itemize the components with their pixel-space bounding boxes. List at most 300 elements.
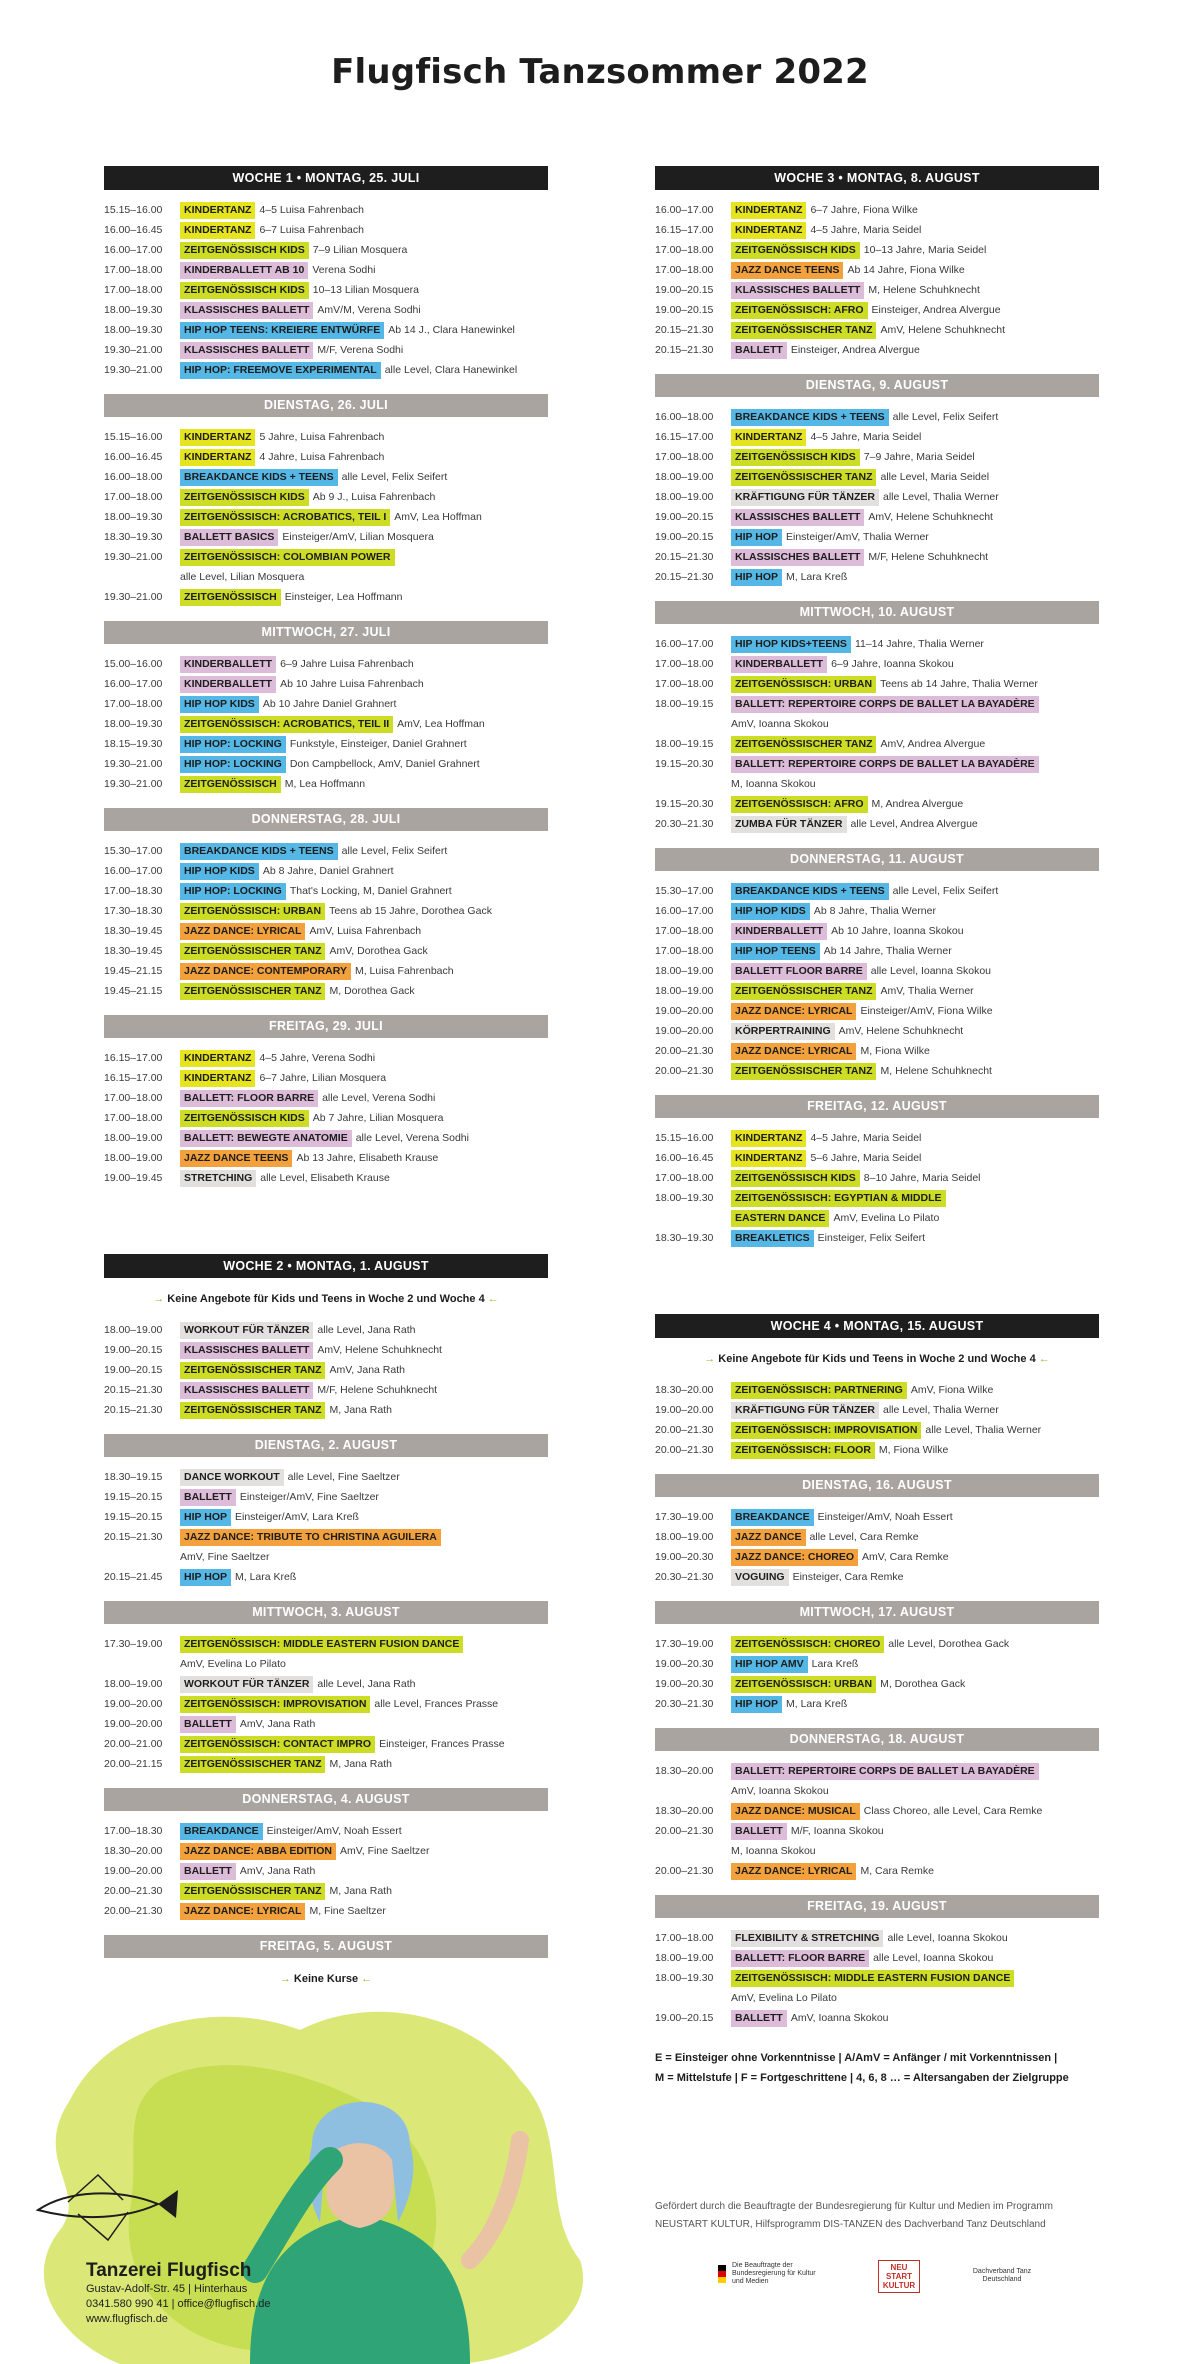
- class-tag: BALLETT: [180, 1489, 236, 1506]
- class-info: [731, 941, 952, 961]
- class-row: [655, 734, 1099, 754]
- class-info: [180, 881, 452, 901]
- class-tag: ZEITGENÖSSISCH: CONTACT IMPRO: [180, 1736, 375, 1753]
- day-section: [104, 621, 548, 794]
- class-detail-continued: M, Ioanna Skokou: [731, 1845, 816, 1857]
- class-info: [731, 1021, 963, 1041]
- class-row: [104, 1881, 548, 1901]
- class-tag: BALLETT BASICS: [180, 529, 278, 546]
- class-detail: AmV, Luisa Fahrenbach: [309, 925, 422, 938]
- class-info: [731, 1567, 903, 1587]
- class-detail: alle Level, Maria Seidel: [880, 471, 990, 484]
- note-text: Keine Angebote für Kids und Teens in Woche 2 und Woche 4: [167, 1293, 485, 1305]
- class-detail: Einsteiger, Felix Seifert: [817, 1232, 926, 1245]
- class-detail: M/F, Ioanna Skokou: [790, 1825, 884, 1838]
- class-detail-continued: AmV, Ioanna Skokou: [731, 1785, 829, 1797]
- class-tag: HIP HOP TEENS: [731, 943, 820, 960]
- funding-note: [655, 2198, 1125, 2234]
- class-row: [104, 200, 548, 220]
- class-info: [731, 447, 975, 467]
- class-info: [180, 1881, 392, 1901]
- class-info: [180, 1168, 390, 1188]
- class-tag: HIP HOP AMV: [731, 1656, 808, 1673]
- class-detail: M, Dorothea Gack: [329, 985, 415, 998]
- class-time: 17.00–18.00: [655, 244, 714, 256]
- class-detail-continued: alle Level, Lilian Mosquera: [180, 571, 305, 583]
- class-info: [731, 1420, 1041, 1440]
- class-detail: M/F, Verena Sodhi: [317, 344, 404, 357]
- class-row: [655, 881, 1099, 901]
- class-info: [731, 1188, 946, 1208]
- class-row: [655, 1507, 1099, 1527]
- class-row: [655, 260, 1099, 280]
- class-info: [180, 240, 407, 260]
- class-time: 19.00–20.00: [655, 1404, 714, 1416]
- class-time: 18.00–19.00: [104, 1324, 163, 1336]
- class-tag: KRÄFTIGUNG FÜR TÄNZER: [731, 1402, 879, 1419]
- class-time: 18.00–19.00: [655, 965, 714, 977]
- class-row: [104, 1694, 548, 1714]
- class-detail: M, Lara Kreß: [785, 571, 848, 584]
- class-time: 20.00–21.00: [104, 1738, 163, 1750]
- day-header: DIENSTAG, 9. AUGUST: [655, 374, 1099, 397]
- class-info: [180, 1360, 405, 1380]
- class-time: 17.00–18.00: [104, 491, 163, 503]
- class-detail: AmV, Jana Rath: [329, 1364, 405, 1377]
- class-info: [180, 734, 467, 754]
- legend-line-1: E = Einsteiger ohne Vorkenntnisse | A/AmV = Anfänger / mit Vorkenntnissen |: [655, 2052, 1058, 2064]
- class-tag: KINDERBALLETT: [180, 676, 276, 693]
- arrow-right-icon: →: [704, 1353, 719, 1365]
- week-section: [655, 166, 1099, 360]
- class-row: [655, 1021, 1099, 1041]
- class-row: [104, 1821, 548, 1841]
- class-time: 16.00–17.00: [655, 638, 714, 650]
- class-time: 15.15–16.00: [104, 204, 163, 216]
- class-detail: 10–13 Lilian Mosquera: [312, 284, 420, 297]
- class-detail: M, Fiona Wilke: [860, 1045, 930, 1058]
- class-time: 18.00–19.00: [655, 985, 714, 997]
- class-time: 18.00–19.30: [655, 1972, 714, 1984]
- day-header: FREITAG, 5. AUGUST: [104, 1935, 548, 1958]
- class-row: [655, 340, 1099, 360]
- class-time: 18.30–20.00: [655, 1805, 714, 1817]
- class-row: [655, 1001, 1099, 1021]
- class-row: [655, 487, 1099, 507]
- class-row: [655, 921, 1099, 941]
- class-tag: HIP HOP KIDS: [180, 696, 259, 713]
- class-row: [655, 1567, 1099, 1587]
- class-time: 18.30–19.15: [104, 1471, 163, 1483]
- class-tag: ZEITGENÖSSISCH: FLOOR: [731, 1442, 875, 1459]
- class-row: [104, 1507, 548, 1527]
- class-info: [731, 981, 974, 1001]
- dachverband-logo: [962, 2268, 1042, 2284]
- class-row: [104, 300, 548, 320]
- class-row: [655, 901, 1099, 921]
- class-time: 19.00–20.15: [655, 2012, 714, 2024]
- class-row: [655, 1968, 1099, 1988]
- class-row: [655, 794, 1099, 814]
- class-row: [655, 1634, 1099, 1654]
- class-info: [731, 200, 918, 220]
- class-detail: alle Level, Felix Seifert: [892, 885, 999, 898]
- class-tag: HIP HOP: LOCKING: [180, 883, 286, 900]
- class-detail: alle Level, Felix Seifert: [341, 471, 448, 484]
- day-section: [104, 394, 548, 607]
- class-time: 16.00–18.00: [655, 411, 714, 423]
- class-info: [731, 634, 984, 654]
- class-detail: Einsteiger/AmV, Thalia Werner: [785, 531, 929, 544]
- class-info: [180, 507, 482, 527]
- class-time: 15.30–17.00: [104, 845, 163, 857]
- class-row: [104, 280, 548, 300]
- class-info: [731, 1801, 1042, 1821]
- class-time: 20.15–21.30: [104, 1384, 163, 1396]
- class-detail: M, Helene Schuhknecht: [868, 284, 980, 297]
- class-time: 18.00–19.00: [104, 1678, 163, 1690]
- class-detail: Einsteiger, Andrea Alvergue: [790, 344, 920, 357]
- class-info: [180, 200, 364, 220]
- class-detail: 4–5 Jahre, Maria Seidel: [810, 431, 922, 444]
- class-row: [104, 1108, 548, 1128]
- day-header: MITTWOCH, 17. AUGUST: [655, 1601, 1099, 1624]
- class-tag: STRETCHING: [180, 1170, 256, 1187]
- class-tag: ZEITGENÖSSISCH: [180, 589, 281, 606]
- class-row: [104, 961, 548, 981]
- class-detail: Einsteiger/AmV, Lilian Mosquera: [282, 531, 434, 544]
- class-info: [180, 360, 517, 380]
- class-info: [731, 1861, 934, 1881]
- day-header: DIENSTAG, 16. AUGUST: [655, 1474, 1099, 1497]
- class-detail: 7–9 Jahre, Maria Seidel: [863, 451, 975, 464]
- class-info: [180, 654, 414, 674]
- class-detail: Funkstyle, Einsteiger, Daniel Grahnert: [289, 738, 467, 751]
- class-time: 18.00–19.15: [655, 698, 714, 710]
- class-info: [180, 861, 394, 881]
- class-time: 19.45–21.15: [104, 985, 163, 997]
- class-detail: 4–5 Jahre, Maria Seidel: [810, 224, 922, 237]
- class-row: [104, 941, 548, 961]
- class-tag: ZEITGENÖSSISCH: ACROBATICS, TEIL I: [180, 509, 390, 526]
- class-row: [655, 694, 1099, 714]
- class-time: 16.00–17.00: [104, 244, 163, 256]
- class-detail-continued: AmV, Evelina Lo Pilato: [180, 1658, 286, 1670]
- day-header: FREITAG, 19. AUGUST: [655, 1895, 1099, 1918]
- arrow-left-icon: ←: [1035, 1353, 1050, 1365]
- class-tag: ZEITGENÖSSISCH KIDS: [731, 449, 860, 466]
- class-tag: ZEITGENÖSSISCH: PARTNERING: [731, 1382, 907, 1399]
- class-detail: M, Cara Remke: [860, 1865, 934, 1878]
- class-time: 18.15–19.30: [104, 738, 163, 750]
- class-row: [655, 1420, 1099, 1440]
- class-row: [655, 1061, 1099, 1081]
- class-info: [180, 300, 421, 320]
- class-info: [731, 1061, 992, 1081]
- class-info: [731, 467, 989, 487]
- class-row: [104, 694, 548, 714]
- class-tag: ZEITGENÖSSISCH KIDS: [180, 489, 309, 506]
- class-row: [655, 1821, 1099, 1841]
- class-time: 18.00–19.30: [655, 1192, 714, 1204]
- class-tag: JAZZ DANCE: LYRICAL: [180, 923, 305, 940]
- class-row: [655, 1801, 1099, 1821]
- class-detail: alle Level, Thalia Werner: [925, 1424, 1042, 1437]
- class-row: [104, 774, 548, 794]
- class-row: [655, 1188, 1099, 1208]
- schedule-column-right: [655, 166, 1099, 2042]
- class-row: [104, 587, 548, 607]
- class-detail: Einsteiger/AmV, Lara Kreß: [234, 1511, 359, 1524]
- class-time: 19.30–21.00: [104, 364, 163, 376]
- class-tag: BALLETT: [180, 1716, 236, 1733]
- class-row: [655, 467, 1099, 487]
- class-detail: AmV, Fiona Wilke: [910, 1384, 994, 1397]
- class-time: 15.15–16.00: [104, 431, 163, 443]
- class-time: 18.00–19.30: [104, 324, 163, 336]
- class-detail: M, Jana Rath: [329, 1885, 392, 1898]
- class-time: 20.15–21.30: [104, 1531, 163, 1543]
- class-info: [731, 1948, 993, 1968]
- class-detail: Ab 14 Jahre, Fiona Wilke: [847, 264, 965, 277]
- class-row: [104, 1487, 548, 1507]
- class-row: [104, 1148, 548, 1168]
- class-time: 19.00–20.00: [104, 1865, 163, 1877]
- class-time: 17.00–18.30: [104, 1825, 163, 1837]
- class-detail: alle Level, Frances Prasse: [374, 1698, 499, 1711]
- class-time: 16.15–17.00: [104, 1052, 163, 1064]
- class-info: [731, 1148, 921, 1168]
- class-detail: M, Helene Schuhknecht: [880, 1065, 992, 1078]
- class-detail: M, Andrea Alvergue: [871, 798, 964, 811]
- class-row: [104, 1400, 548, 1420]
- class-tag: ZEITGENÖSSISCH: MIDDLE EASTERN FUSION DANCE: [731, 1970, 1014, 1987]
- class-info: [731, 340, 920, 360]
- class-detail-continued: M, Ioanna Skokou: [731, 778, 816, 790]
- class-info: [180, 427, 384, 447]
- class-detail: 7–9 Lilian Mosquera: [312, 244, 408, 257]
- class-row: [104, 1901, 548, 1921]
- class-row: [104, 320, 548, 340]
- class-detail-continued: AmV, Ioanna Skokou: [731, 718, 829, 730]
- week-header: WOCHE 3 • MONTAG, 8. AUGUST: [655, 166, 1099, 190]
- week-spacer: [104, 1202, 548, 1254]
- class-time: 19.15–20.30: [655, 798, 714, 810]
- class-info: [180, 841, 447, 861]
- class-tag: WORKOUT FÜR TÄNZER: [180, 1322, 313, 1339]
- class-time: 19.00–20.15: [655, 511, 714, 523]
- class-time: 19.00–20.00: [655, 1025, 714, 1037]
- class-tag: JAZZ DANCE: CONTEMPORARY: [180, 963, 351, 980]
- class-row: [655, 407, 1099, 427]
- class-time: 17.00–18.00: [655, 925, 714, 937]
- neustart-logo-text: NEU START KULTUR: [882, 2263, 916, 2290]
- class-row: [655, 1761, 1099, 1781]
- class-tag: KINDERTANZ: [180, 1070, 255, 1087]
- class-time: 20.30–21.30: [655, 818, 714, 830]
- legend-line-2: M = Mittelstufe | F = Fortgeschrittene | 4, 6, 8 … = Altersangaben der Zielgruppe: [655, 2072, 1069, 2084]
- class-row: [104, 220, 548, 240]
- class-row: [104, 901, 548, 921]
- class-row: [104, 260, 548, 280]
- class-info: [180, 1148, 438, 1168]
- class-tag: ZEITGENÖSSISCHER TANZ: [731, 469, 876, 486]
- class-detail: 4–5 Jahre, Verena Sodhi: [259, 1052, 376, 1065]
- class-detail: alle Level, Ioanna Skokou: [887, 1932, 1008, 1945]
- class-time: 17.00–18.00: [655, 1932, 714, 1944]
- class-info: [731, 240, 986, 260]
- class-row: [655, 220, 1099, 240]
- class-info: [180, 447, 384, 467]
- class-row: [104, 447, 548, 467]
- class-info: [180, 260, 375, 280]
- class-info: [731, 260, 965, 280]
- day-section: [104, 808, 548, 1001]
- class-tag: ZEITGENÖSSISCH: AFRO: [731, 302, 868, 319]
- class-row: [655, 674, 1099, 694]
- class-row: [104, 360, 548, 380]
- class-time: 16.00–17.00: [104, 865, 163, 877]
- bkm-eagle-icon: [718, 2265, 726, 2283]
- class-detail: Einsteiger, Cara Remke: [792, 1571, 904, 1584]
- class-detail: That's Locking, M, Daniel Grahnert: [289, 885, 452, 898]
- class-tag: BALLETT: BEWEGTE ANATOMIE: [180, 1130, 352, 1147]
- class-tag: KLASSISCHES BALLETT: [731, 509, 864, 526]
- class-tag: ZEITGENÖSSISCH KIDS: [180, 282, 309, 299]
- class-time: 17.00–18.00: [655, 264, 714, 276]
- class-tag: BREAKDANCE KIDS + TEENS: [180, 843, 338, 860]
- class-detail: M, Jana Rath: [329, 1758, 392, 1771]
- class-tag: KRÄFTIGUNG FÜR TÄNZER: [731, 489, 879, 506]
- class-time: 18.30–20.00: [104, 1845, 163, 1857]
- class-time: 20.30–21.30: [655, 1698, 714, 1710]
- class-time: 15.15–16.00: [655, 1132, 714, 1144]
- class-row: [655, 527, 1099, 547]
- class-tag: KLASSISCHES BALLETT: [731, 549, 864, 566]
- class-tag: ZEITGENÖSSISCH: ACROBATICS, TEIL II: [180, 716, 393, 733]
- class-time: 16.00–16.45: [104, 224, 163, 236]
- class-time: 19.00–20.00: [655, 1005, 714, 1017]
- class-row: [104, 881, 548, 901]
- class-row: [104, 714, 548, 734]
- class-tag: JAZZ DANCE: ABBA EDITION: [180, 1843, 336, 1860]
- class-info: [180, 754, 480, 774]
- class-detail: Einsteiger/AmV, Noah Essert: [266, 1825, 402, 1838]
- class-detail: 4–5 Luisa Fahrenbach: [259, 204, 364, 217]
- day-section: [104, 1434, 548, 1587]
- class-row: [655, 1928, 1099, 1948]
- class-info: [731, 567, 847, 587]
- class-row: [104, 1360, 548, 1380]
- class-time: 18.30–19.30: [104, 531, 163, 543]
- class-info: [180, 694, 396, 714]
- class-time: 19.30–21.00: [104, 778, 163, 790]
- class-tag: KLASSISCHES BALLETT: [180, 342, 313, 359]
- class-detail: AmV, Helene Schuhknecht: [880, 324, 1006, 337]
- section-note: [104, 1288, 548, 1310]
- class-time: 17.30–19.00: [104, 1638, 163, 1650]
- class-row: [655, 654, 1099, 674]
- class-row: [655, 427, 1099, 447]
- class-tag: EASTERN DANCE: [731, 1210, 829, 1227]
- class-time: 20.30–21.30: [655, 1571, 714, 1583]
- class-detail: AmV, Andrea Alvergue: [880, 738, 986, 751]
- class-detail: M, Lara Kreß: [234, 1571, 297, 1584]
- class-row: [655, 961, 1099, 981]
- class-tag: JAZZ DANCE TEENS: [731, 262, 843, 279]
- class-row: [655, 1380, 1099, 1400]
- class-detail: Einsteiger, Frances Prasse: [379, 1738, 505, 1751]
- class-row: [655, 507, 1099, 527]
- class-time: 19.00–20.15: [655, 284, 714, 296]
- class-info: [731, 1928, 1008, 1948]
- class-tag: BALLETT: [731, 2010, 787, 2027]
- class-tag: ZUMBA FÜR TÄNZER: [731, 816, 847, 833]
- class-info: [180, 1068, 386, 1088]
- class-tag: HIP HOP: [731, 569, 782, 586]
- class-detail: Einsteiger/AmV, Fiona Wilke: [860, 1005, 993, 1018]
- class-time: 17.30–19.00: [655, 1511, 714, 1523]
- class-info: [180, 921, 421, 941]
- class-detail: alle Level, Clara Hanewinkel: [384, 364, 518, 377]
- class-info: [731, 507, 993, 527]
- class-tag: ZEITGENÖSSISCH: AFRO: [731, 796, 868, 813]
- dachverband-logo-text: Dachverband Tanz Deutschland: [972, 2268, 1032, 2283]
- class-detail: Ab 8 Jahre, Daniel Grahnert: [262, 865, 394, 878]
- studio-name: Tanzerei Flugfisch: [86, 2260, 252, 2281]
- class-tag: HIP HOP KIDS+TEENS: [731, 636, 851, 653]
- class-detail: AmV, Jana Rath: [239, 1865, 316, 1878]
- class-detail: alle Level, Jana Rath: [317, 1324, 416, 1337]
- class-time: 19.30–21.00: [104, 758, 163, 770]
- class-time: 16.00–17.00: [655, 204, 714, 216]
- day-section: [655, 1895, 1099, 2028]
- class-tag: KINDERTANZ: [180, 429, 255, 446]
- class-info: [180, 1861, 315, 1881]
- class-tag: ZEITGENÖSSISCHER TANZ: [180, 1402, 325, 1419]
- class-tag: JAZZ DANCE: LYRICAL: [731, 1043, 856, 1060]
- class-time: 16.00–17.00: [104, 678, 163, 690]
- class-time: 17.00–18.00: [104, 284, 163, 296]
- day-header: DONNERSTAG, 4. AUGUST: [104, 1788, 548, 1811]
- day-section: [104, 1788, 548, 1921]
- class-detail: Ab 14 J., Clara Hanewinkel: [388, 324, 515, 337]
- class-tag: BREAKDANCE KIDS + TEENS: [180, 469, 338, 486]
- class-row: [655, 567, 1099, 587]
- class-row: [655, 1208, 1099, 1228]
- class-info: [180, 941, 428, 961]
- class-detail: M/F, Helene Schuhknecht: [317, 1384, 438, 1397]
- class-row: [104, 1527, 548, 1547]
- class-row: [104, 1340, 548, 1360]
- studio-website[interactable]: www.flugfisch.de: [86, 2313, 168, 2325]
- class-row: [655, 2008, 1099, 2028]
- class-tag: JAZZ DANCE: CHOREO: [731, 1549, 858, 1566]
- class-info: [180, 961, 454, 981]
- class-info: [731, 901, 936, 921]
- class-row: [104, 1320, 548, 1340]
- class-tag: ZEITGENÖSSISCH: COLOMBIAN POWER: [180, 549, 395, 566]
- class-tag: HIP HOP KIDS: [180, 863, 259, 880]
- class-detail: alle Level, Fine Saeltzer: [287, 1471, 400, 1484]
- class-detail: Verena Sodhi: [312, 264, 376, 277]
- class-tag: JAZZ DANCE: LYRICAL: [180, 1903, 305, 1920]
- class-detail: Ab 9 J., Luisa Fahrenbach: [312, 491, 436, 504]
- class-detail: M, Dorothea Gack: [880, 1678, 966, 1691]
- class-time: 20.15–21.30: [655, 551, 714, 563]
- class-row: [655, 300, 1099, 320]
- day-section: [655, 1601, 1099, 1714]
